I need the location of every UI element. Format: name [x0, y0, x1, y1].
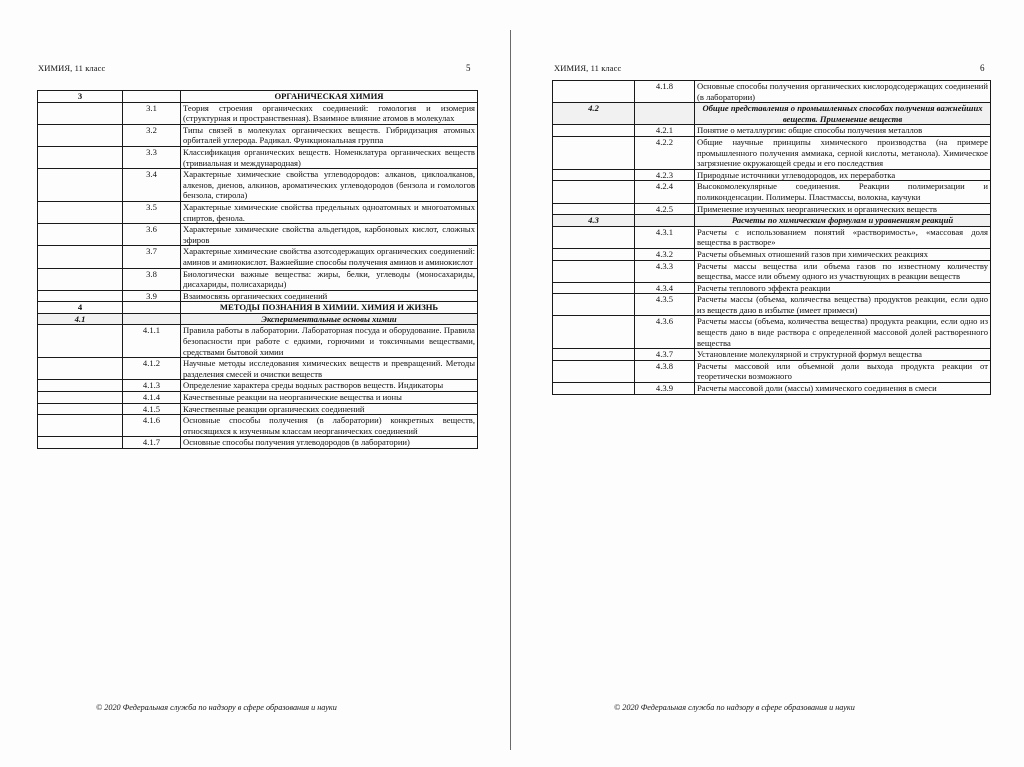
- element-description-cell: Расчеты массы (объема, количества вещества) продуктов реакции, если одно из веществ дано в избытке (имеет примеси): [695, 294, 991, 316]
- section-code-cell: 4.3: [553, 215, 635, 227]
- table-row: [553, 349, 991, 361]
- element-description-cell: Характерные химические свойства углеводородов: алканов, циклоалканов, алкенов, диенов, алкинов, ароматических углеводородов (бензола и гомологов бензола, стирола): [181, 169, 478, 202]
- element-description-cell: Расчеты массы (объема, количества вещества) продукта реакции, если одно из веществ дано в виде раствора с определенной массовой долей растворенного вещества: [695, 316, 991, 349]
- section-code-cell: [553, 203, 635, 215]
- section-code-cell: [38, 358, 123, 380]
- table-row: [38, 392, 478, 404]
- section-code-cell: [553, 81, 635, 103]
- page-number: 5: [466, 63, 471, 73]
- section-code-cell: [553, 316, 635, 349]
- element-code-cell: 4.1.1: [123, 325, 181, 358]
- table-row: [38, 268, 478, 290]
- element-code-cell: 3.2: [123, 124, 181, 146]
- element-description-cell: Общие представления о промышленных способах получения важнейших веществ. Применение веществ: [695, 103, 991, 125]
- element-code-cell: 4.2.2: [635, 136, 695, 169]
- section-code-cell: [38, 102, 123, 124]
- element-code-cell: 4.3.7: [635, 349, 695, 361]
- section-code-cell: 4.2: [553, 103, 635, 125]
- element-description-cell: Определение характера среды водных растворов веществ. Индикаторы: [181, 380, 478, 392]
- section-code-cell: [38, 201, 123, 223]
- table-row: [38, 224, 478, 246]
- section-code-cell: [553, 282, 635, 294]
- section-code-cell: [553, 360, 635, 382]
- element-code-cell: 3.1: [123, 102, 181, 124]
- element-description-cell: Природные источники углеводородов, их переработка: [695, 169, 991, 181]
- section-code-cell: [38, 124, 123, 146]
- element-description-cell: Экспериментальные основы химии: [181, 313, 478, 325]
- section-row: [38, 302, 478, 314]
- table-row: [553, 226, 991, 248]
- table-row: [553, 125, 991, 137]
- section-code-cell: [38, 146, 123, 168]
- section-code-cell: [38, 392, 123, 404]
- section-code-cell: [553, 125, 635, 137]
- table-row: [38, 415, 478, 437]
- section-code-cell: 4: [38, 302, 123, 314]
- table-row: [38, 102, 478, 124]
- section-row: [38, 91, 478, 103]
- element-code-cell: [123, 302, 181, 314]
- element-code-cell: 3.7: [123, 246, 181, 268]
- element-code-cell: 4.3.1: [635, 226, 695, 248]
- element-code-cell: 4.3.2: [635, 248, 695, 260]
- table-row: [553, 383, 991, 395]
- subsection-row: [38, 313, 478, 325]
- running-header: ХИМИЯ, 11 класс: [554, 63, 622, 73]
- element-code-cell: 4.2.1: [635, 125, 695, 137]
- element-code-cell: 4.3.4: [635, 282, 695, 294]
- section-code-cell: [38, 380, 123, 392]
- table-row: [553, 136, 991, 169]
- element-code-cell: 4.3.5: [635, 294, 695, 316]
- element-description-cell: Теория строения органических соединений: гомология и изомерия (структурная и пространственная). Взаимное влияние атомов в молекулах: [181, 102, 478, 124]
- element-code-cell: [635, 103, 695, 125]
- element-code-cell: 3.9: [123, 290, 181, 302]
- element-description-cell: Качественные реакции на неорганические вещества и ионы: [181, 392, 478, 404]
- table-row: [553, 360, 991, 382]
- element-description-cell: ОРГАНИЧЕСКАЯ ХИМИЯ: [181, 91, 478, 103]
- section-code-cell: [553, 383, 635, 395]
- page-divider: [510, 30, 511, 750]
- section-code-cell: [553, 226, 635, 248]
- table-row: [38, 403, 478, 415]
- element-description-cell: Высокомолекулярные соединения. Реакции полимеризации и поликонденсации. Полимеры. Пластмассы, волокна, каучуки: [695, 181, 991, 203]
- element-description-cell: Расчеты по химическим формулам и уравнениям реакций: [695, 215, 991, 227]
- element-code-cell: [123, 313, 181, 325]
- element-description-cell: Основные способы получения углеводородов (в лаборатории): [181, 437, 478, 449]
- element-description-cell: Расчеты теплового эффекта реакции: [695, 282, 991, 294]
- table-row: [38, 201, 478, 223]
- element-code-cell: 4.2.4: [635, 181, 695, 203]
- element-code-cell: 4.3.6: [635, 316, 695, 349]
- table-row: [38, 358, 478, 380]
- element-code-cell: 4.1.6: [123, 415, 181, 437]
- section-code-cell: [553, 248, 635, 260]
- table-row: [38, 169, 478, 202]
- element-description-cell: Правила работы в лаборатории. Лабораторная посуда и оборудование. Правила безопасности при работе с едкими, горючими и токсичными веществами, средствами бытовой химии: [181, 325, 478, 358]
- element-code-cell: 4.2.5: [635, 203, 695, 215]
- element-description-cell: Расчеты массовой или объемной доли выхода продукта реакции от теоретически возможного: [695, 360, 991, 382]
- element-code-cell: [123, 91, 181, 103]
- element-description-cell: Типы связей в молекулах органических веществ. Гибридизация атомных орбиталей углерода. Радикал. Функциональная группа: [181, 124, 478, 146]
- section-code-cell: [38, 437, 123, 449]
- table-row: [38, 325, 478, 358]
- element-code-cell: 4.1.2: [123, 358, 181, 380]
- section-code-cell: [553, 136, 635, 169]
- section-code-cell: 4.1: [38, 313, 123, 325]
- element-code-cell: [635, 215, 695, 227]
- table-row: [553, 294, 991, 316]
- running-header: ХИМИЯ, 11 класс: [38, 63, 106, 73]
- subsection-row: [553, 215, 991, 227]
- table-row: [553, 81, 991, 103]
- section-code-cell: [38, 268, 123, 290]
- element-description-cell: Биологически важные вещества: жиры, белки, углеводы (моносахариды, дисахариды, полисахариды): [181, 268, 478, 290]
- page-footer: © 2020 Федеральная служба по надзору в сфере образования и науки: [96, 703, 337, 712]
- page-footer: © 2020 Федеральная служба по надзору в сфере образования и науки: [614, 703, 855, 712]
- element-description-cell: Расчеты массы вещества или объема газов по известному количеству вещества, массе или объему одного из участвующих в реакции веществ: [695, 260, 991, 282]
- element-code-cell: 4.1.5: [123, 403, 181, 415]
- element-description-cell: Характерные химические свойства азотсодержащих органических соединений: аминов и аминокислот. Важнейшие способы получения аминов и аминокислот: [181, 246, 478, 268]
- table-row: [38, 124, 478, 146]
- element-description-cell: Характерные химические свойства предельных одноатомных и многоатомных спиртов, фенола.: [181, 201, 478, 223]
- element-description-cell: Взаимосвязь органических соединений: [181, 290, 478, 302]
- section-code-cell: [38, 290, 123, 302]
- element-code-cell: 4.1.8: [635, 81, 695, 103]
- table-row: [553, 260, 991, 282]
- element-code-cell: 4.1.4: [123, 392, 181, 404]
- element-code-cell: 4.2.3: [635, 169, 695, 181]
- element-code-cell: 4.3.8: [635, 360, 695, 382]
- table-row: [38, 380, 478, 392]
- element-code-cell: 4.1.7: [123, 437, 181, 449]
- table-row: [553, 181, 991, 203]
- table-row: [38, 290, 478, 302]
- element-description-cell: Качественные реакции органических соединений: [181, 403, 478, 415]
- element-description-cell: Характерные химические свойства альдегидов, карбоновых кислот, сложных эфиров: [181, 224, 478, 246]
- element-code-cell: 3.5: [123, 201, 181, 223]
- section-code-cell: [38, 169, 123, 202]
- element-description-cell: Понятие о металлургии: общие способы получения металлов: [695, 125, 991, 137]
- element-description-cell: Основные способы получения органических кислородсодержащих соединений (в лаборатории): [695, 81, 991, 103]
- table-row: [553, 282, 991, 294]
- table-row: [553, 203, 991, 215]
- table-row: [38, 146, 478, 168]
- section-code-cell: [38, 415, 123, 437]
- section-code-cell: [38, 224, 123, 246]
- section-code-cell: [38, 403, 123, 415]
- element-description-cell: Расчеты с использованием понятий «растворимость», «массовая доля вещества в растворе»: [695, 226, 991, 248]
- table-row: [38, 437, 478, 449]
- element-code-cell: 3.3: [123, 146, 181, 168]
- section-code-cell: 3: [38, 91, 123, 103]
- page-number: 6: [980, 63, 985, 73]
- table-row: [553, 248, 991, 260]
- section-code-cell: [553, 181, 635, 203]
- element-description-cell: Расчеты объемных отношений газов при химических реакциях: [695, 248, 991, 260]
- element-description-cell: МЕТОДЫ ПОЗНАНИЯ В ХИМИИ. ХИМИЯ И ЖИЗНЬ: [181, 302, 478, 314]
- table-row: [38, 246, 478, 268]
- section-code-cell: [553, 260, 635, 282]
- content-table: [37, 90, 478, 449]
- section-code-cell: [553, 349, 635, 361]
- element-description-cell: Применение изученных неорганических и органических веществ: [695, 203, 991, 215]
- content-table: [552, 80, 991, 395]
- element-description-cell: Установление молекулярной и структурной формул вещества: [695, 349, 991, 361]
- element-description-cell: Расчеты массовой доли (массы) химического соединения в смеси: [695, 383, 991, 395]
- element-description-cell: Научные методы исследования химических веществ и превращений. Методы разделения смесей и очистки веществ: [181, 358, 478, 380]
- element-code-cell: 3.6: [123, 224, 181, 246]
- section-code-cell: [553, 294, 635, 316]
- table-row: [553, 169, 991, 181]
- element-description-cell: Классификация органических веществ. Номенклатура органических веществ (тривиальная и международная): [181, 146, 478, 168]
- element-description-cell: Общие научные принципы химического производства (на примере промышленного получения аммиака, серной кислоты, метанола). Химическое загрязнение окружающей среды и его последствия: [695, 136, 991, 169]
- subsection-row: [553, 103, 991, 125]
- section-code-cell: [38, 325, 123, 358]
- section-code-cell: [38, 246, 123, 268]
- element-description-cell: Основные способы получения (в лаборатории) конкретных веществ, относящихся к изученным классам неорганических соединений: [181, 415, 478, 437]
- section-code-cell: [553, 169, 635, 181]
- element-code-cell: 4.3.3: [635, 260, 695, 282]
- table-row: [553, 316, 991, 349]
- element-code-cell: 3.4: [123, 169, 181, 202]
- element-code-cell: 4.3.9: [635, 383, 695, 395]
- element-code-cell: 3.8: [123, 268, 181, 290]
- element-code-cell: 4.1.3: [123, 380, 181, 392]
